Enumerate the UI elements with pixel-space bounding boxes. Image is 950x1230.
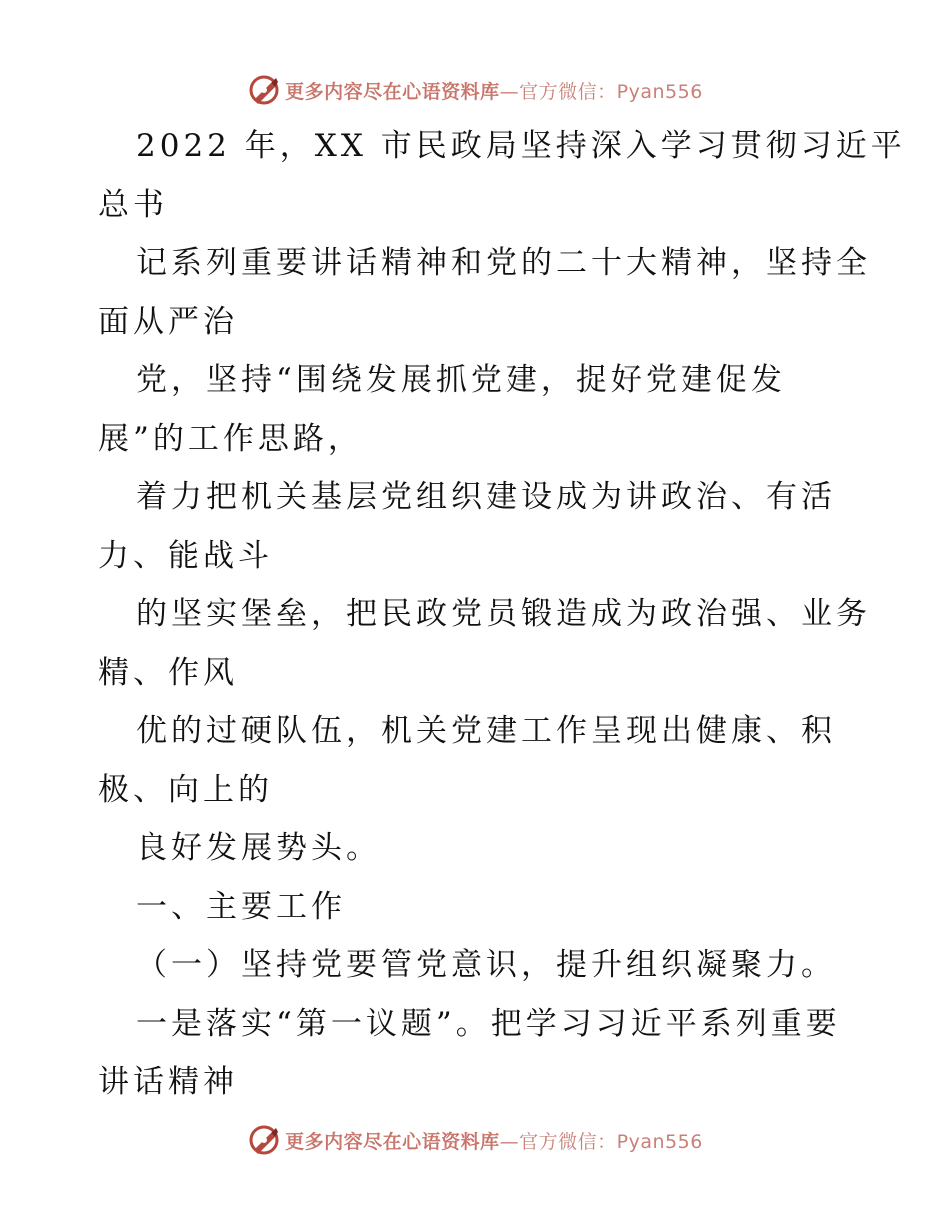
watermark-site: 更多内容尽在心语资料库	[285, 1130, 500, 1153]
document-body	[98, 117, 906, 1112]
text-line: 展”的工作思路，	[98, 420, 363, 457]
watermark-text	[285, 77, 703, 104]
text-line: 极、向上的	[98, 771, 273, 808]
text-line: 总书	[98, 186, 168, 223]
text-line: 良好发展势头。	[136, 830, 381, 866]
text-line: 一、主要工作	[136, 888, 346, 925]
pen-logo-icon	[247, 1123, 281, 1157]
pen-logo-icon	[247, 73, 281, 107]
watermark-wechat: 官方微信：Pyan556	[519, 1130, 703, 1153]
text-line: 力、能战斗	[98, 537, 273, 574]
watermark-dash: —	[499, 1130, 520, 1153]
text-line: 2022 年，XX 市民政局坚持深入学习贯彻习近平	[136, 128, 906, 164]
text-line: 优的过硬队伍，机关党建工作呈现出健康、积	[136, 713, 836, 749]
text-line: 记系列重要讲话精神和党的二十大精神，坚持全	[136, 245, 871, 281]
watermark-site: 更多内容尽在心语资料库	[285, 80, 500, 103]
watermark-dash: —	[499, 80, 520, 103]
text-line: （一）坚持党要管党意识，提升组织凝聚力。	[136, 947, 836, 983]
text-line: 的坚实堡垒，把民政党员锻造成为政治强、业务	[136, 596, 871, 632]
text-line: 面从严治	[98, 303, 238, 340]
text-line: 一是落实“第一议题”。把学习习近平系列重要	[136, 1005, 841, 1042]
header-watermark	[0, 70, 950, 110]
text-line: 着力把机关基层党组织建设成为讲政治、有活	[136, 479, 836, 515]
text-line: 党，坚持“围绕发展抓党建，捉好党建促发	[136, 362, 786, 398]
footer-watermark	[0, 1120, 950, 1160]
text-line: 讲话精神	[98, 1064, 238, 1100]
text-line: 精、作风	[98, 654, 238, 691]
watermark-text	[285, 1127, 703, 1154]
watermark-wechat: 官方微信：Pyan556	[519, 80, 703, 103]
